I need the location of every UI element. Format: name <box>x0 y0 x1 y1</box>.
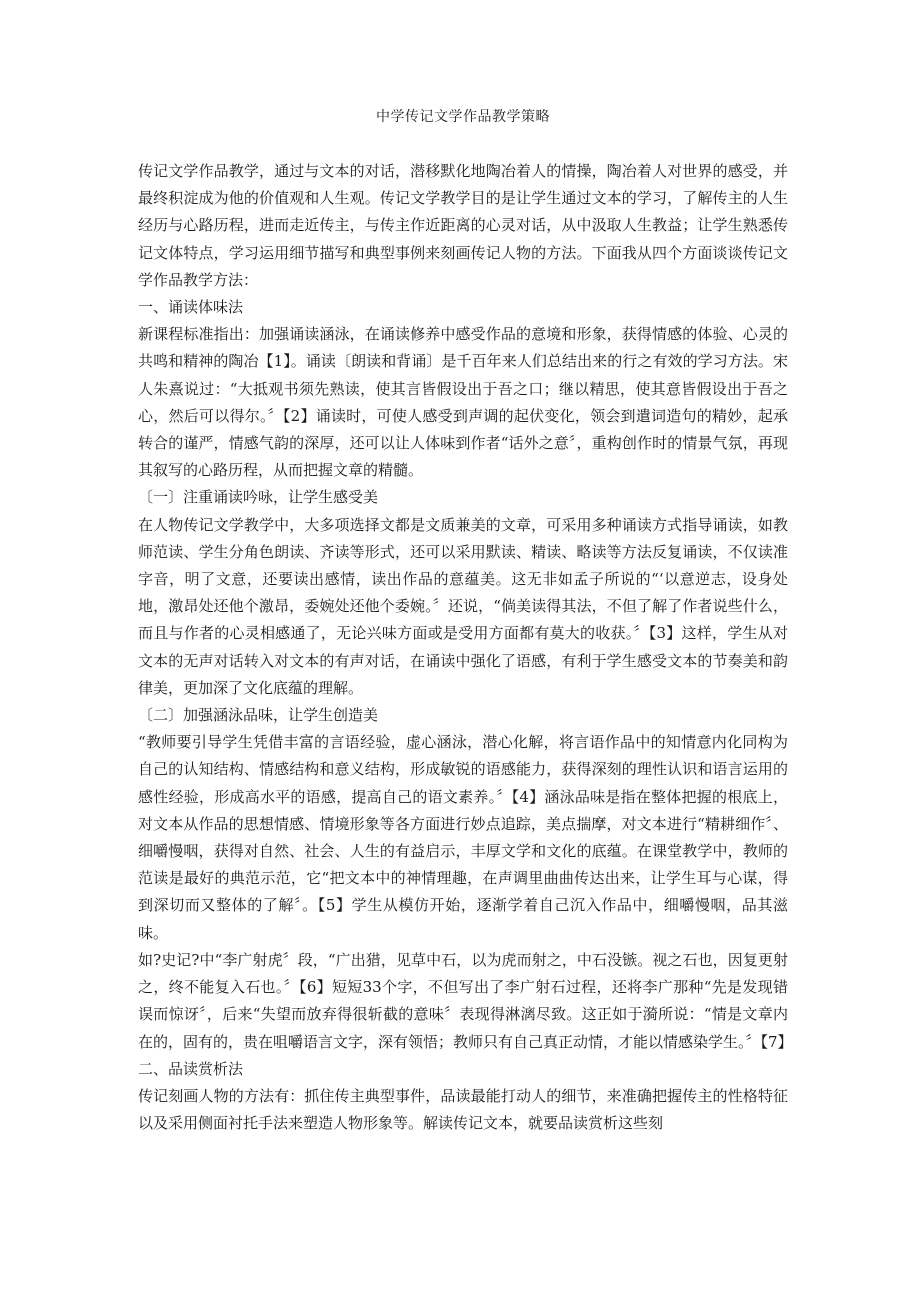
document-title: 中学传记文学作品教学策略 <box>376 109 550 125</box>
paragraph-li-guang: 如?史记?中“李广射虎〞段，“广出猎，见草中石，以为虎而射之，中石没镞。视之石也，因复更射之，终不能复入石也。〞【6】短短33个字，不但写出了李广射石过程，还将李广那种“先是发现错误而惊讶〞，后来“失望而放弃得很斩截的意味〞表现得淋漓尽致。这正如于漪所说：“情是文章内在的，固有的，贵在咀嚼语言文字，深有领悟；教师只有自己真正动情，才能以情感染学生。〞【7】 <box>138 950 793 1051</box>
paragraph-feel-beauty: 在人物传记文学教学中，大多项选择文都是文质兼美的文章，可采用多种诵读方式指导诵读，如教师范读、学生分角色朗读、齐读等形式，还可以采用默读、精读、略读等方法反复诵读，不仅读准字音，明了文意，还要读出感情，读出作品的意蕴美。这无非如孟子所说的“‘以意逆志，设身处地，激昂处还他个激昂，委婉处还他个委婉。〞还说，“倘美读得其法，不但了解了作者说些什么，而且与作者的心灵相感通了，无论兴味方面或是受用方面都有莫大的收获。〞【3】这样，学生从对文本的无声对话转入对文本的有声对话，在诵读中强化了语感，有利于学生感受文本的节奏美和韵律美，更加深了文化底蕴的理解。 <box>138 515 788 697</box>
paragraph-appreciation: 传记刻画人物的方法有：抓住传主典型事件，品读最能打动人的细节，来准确把握传主的性格特征以及采用侧面衬托手法来塑造人物形象等。解读传记文本，就要品读赏析这些刻 <box>138 1086 788 1133</box>
section-heading-2: 二、品读赏析法 <box>138 1059 244 1078</box>
document-page <box>138 106 793 1137</box>
subsection-heading-1: 〔一〕注重诵读吟咏，让学生感受美 <box>138 488 379 507</box>
section-heading-1: 一、诵读体味法 <box>138 298 244 317</box>
paragraph-intro: 传记文学作品教学，通过与文本的对话，潜移默化地陶冶着人的情操，陶冶着人对世界的感受，并最终积淀成为他的价值观和人生观。传记文学教学目的是让学生通过文本的学习，了解传主的人生经历与心路历程，进而走近传主，与传主作近距离的心灵对话，从中汲取人生教益；让学生熟悉传记文体特点，学习运用细节描写和典型事例来刻画传记人物的方法。下面我从四个方面谈谈传记文学作品教学方法： <box>138 162 788 289</box>
subsection-heading-2: 〔二〕加强涵泳品味，让学生创造美 <box>138 706 379 725</box>
paragraph-create-beauty: “教师要引导学生凭借丰富的言语经验，虚心涵泳，潜心化解，将言语作品中的知情意内化同构为自己的认知结构、情感结构和意义结构，形成敏锐的语感能力，获得深刻的理性认识和语言运用的感性经验，形成高水平的语感，提高自己的语文素养。〞【4】涵泳品味是指在整体把握的根底上，对文本从作品的思想情感、情境形象等各方面进行妙点追踪，美点揣摩，对文本进行“精耕细作〞、细嚼慢咽，获得对自然、社会、人生的有益启示，丰厚文学和文化的底蕴。在课堂教学中，教师的范读是最好的典范示范，它“把文本中的神情理趣，在声调里曲曲传达出来，让学生耳与心谋，得到深切而又整体的了解〞。【5】学生从模仿开始，逐渐学着自己沉入作品中，细嚼慢咽，品其滋味。 <box>138 733 788 942</box>
paragraph-recitation: 新课程标准指出：加强诵读涵泳，在诵读修养中感受作品的意境和形象，获得情感的体验、心灵的共鸣和精神的陶冶【1】。诵读〔朗读和背诵〕是千百年来人们总结出来的行之有效的学习方法。宋人朱熹说过：“大抵观书须先熟读，使其言皆假设出于吾之口；继以精思，使其意皆假设出于吾之心，然后可以得尔。〞【2】诵读时，可使人感受到声调的起伏变化，领会到遣词造句的精妙，起承转合的谨严，情感气韵的深厚，还可以让人体味到作者“话外之意〞，重构创作时的情景气氛，再现其叙写的心路历程，从而把握文章的精髓。 <box>138 325 788 480</box>
